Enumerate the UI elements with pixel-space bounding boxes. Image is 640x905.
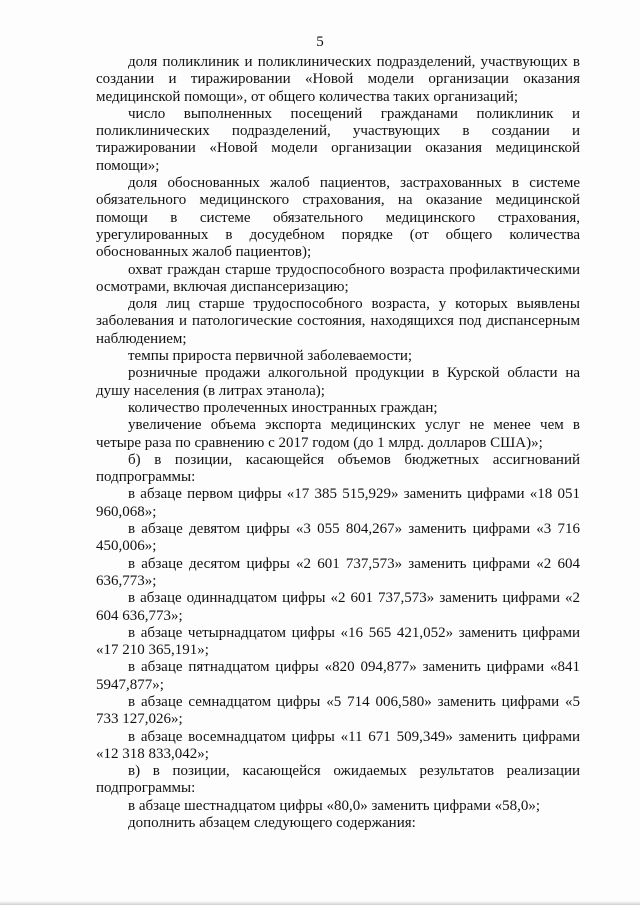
paragraph-amendment-15: в абзаце пятнадцатом цифры «820 094,877» заменить цифрами «841 5947,877»; [96,659,580,693]
page-bottom-edge [0,901,640,905]
paragraph-amendment-17: в абзаце семнадцатом цифры «5 714 006,580» заменить цифрами «5 733 127,026»; [96,693,580,728]
paragraph-amendment-14: в абзаце четырнадцатом цифры «16 565 421,052» заменить цифрами «17 210 365,191»; [96,624,580,659]
paragraph-amendment-18: в абзаце восемнадцатом цифры «11 671 509,349» заменить цифрами «12 318 833,042»; [96,728,580,762]
paragraph-indicator-visits-count: число выполненных посещений гражданами поликлиник и поликлинических подразделений, участвующих в создании и тиражировании «Новой модели организации оказания медицинской помощи»; [96,105,580,174]
page-number: 5 [316,34,324,50]
paragraph-amendment-10: в абзаце десятом цифры «2 601 737,573» заменить цифрами «2 604 636,773»; [96,555,580,589]
paragraph-amendment-16: в абзаце шестнадцатом цифры «80,0» заменить цифрами «58,0»; [128,797,541,814]
paragraph-item-b-heading: б) в позиции, касающейся объемов бюджетных ассигнований подпрограммы: [96,451,580,486]
paragraph-indicator-alcohol-sales: розничные продажи алкогольной продукции в Курской области на душу населения (в литрах этанола); [96,365,580,399]
paragraph-amendment-1: в абзаце первом цифры «17 385 515,929» заменить цифрами «18 051 960,068»; [96,486,580,520]
paragraph-item-v-heading: в) в позиции, касающейся ожидаемых результатов реализации подпрограммы: [96,763,580,797]
paragraph-amendment-9: в абзаце девятом цифры «3 055 804,267» заменить цифрами «3 716 450,006»; [96,521,580,555]
paragraph-indicator-elderly-checkups: охват граждан старше трудоспособного возраста профилактическими осмотрами, включая диспансеризацию; [96,261,580,295]
paragraph-indicator-export-growth: увеличение объема экспорта медицинских услуг не менее чем в четыре раза по сравнению с 2017 годом (до 1 млрд. долларов США)»; [96,417,580,451]
paragraph-indicator-elderly-dispensary: доля лиц старше трудоспособного возраста, у которых выявлены заболевания и патологические состояния, находящихся под диспансерным наблюдением; [96,296,580,347]
paragraph-add-clause: дополнить абзацем следующего содержания: [128,815,416,832]
paragraph-indicator-complaints-share: доля обоснованных жалоб пациентов, застрахованных в системе обязательного медицинского страхования, на оказание медицинской помощи в системе обязательного медицинского страхования, урегулированных в досудебном порядке (от общего количества обоснованных жалоб пациентов); [96,175,580,261]
paragraph-indicator-foreign-patients: количество пролеченных иностранных граждан; [128,399,438,416]
paragraph-indicator-polyclinic-share: доля поликлиник и поликлинических подразделений, участвующих в создании и тиражировании «Новой модели организации оказания медицинской помощи», от общего количества таких организаций; [96,54,580,105]
document-body [96,54,580,832]
paragraph-indicator-morbidity-growth: темпы прироста первичной заболеваемости; [128,348,413,365]
paragraph-amendment-11: в абзаце одиннадцатом цифры «2 601 737,573» заменить цифрами «2 604 636,773»; [96,590,580,624]
